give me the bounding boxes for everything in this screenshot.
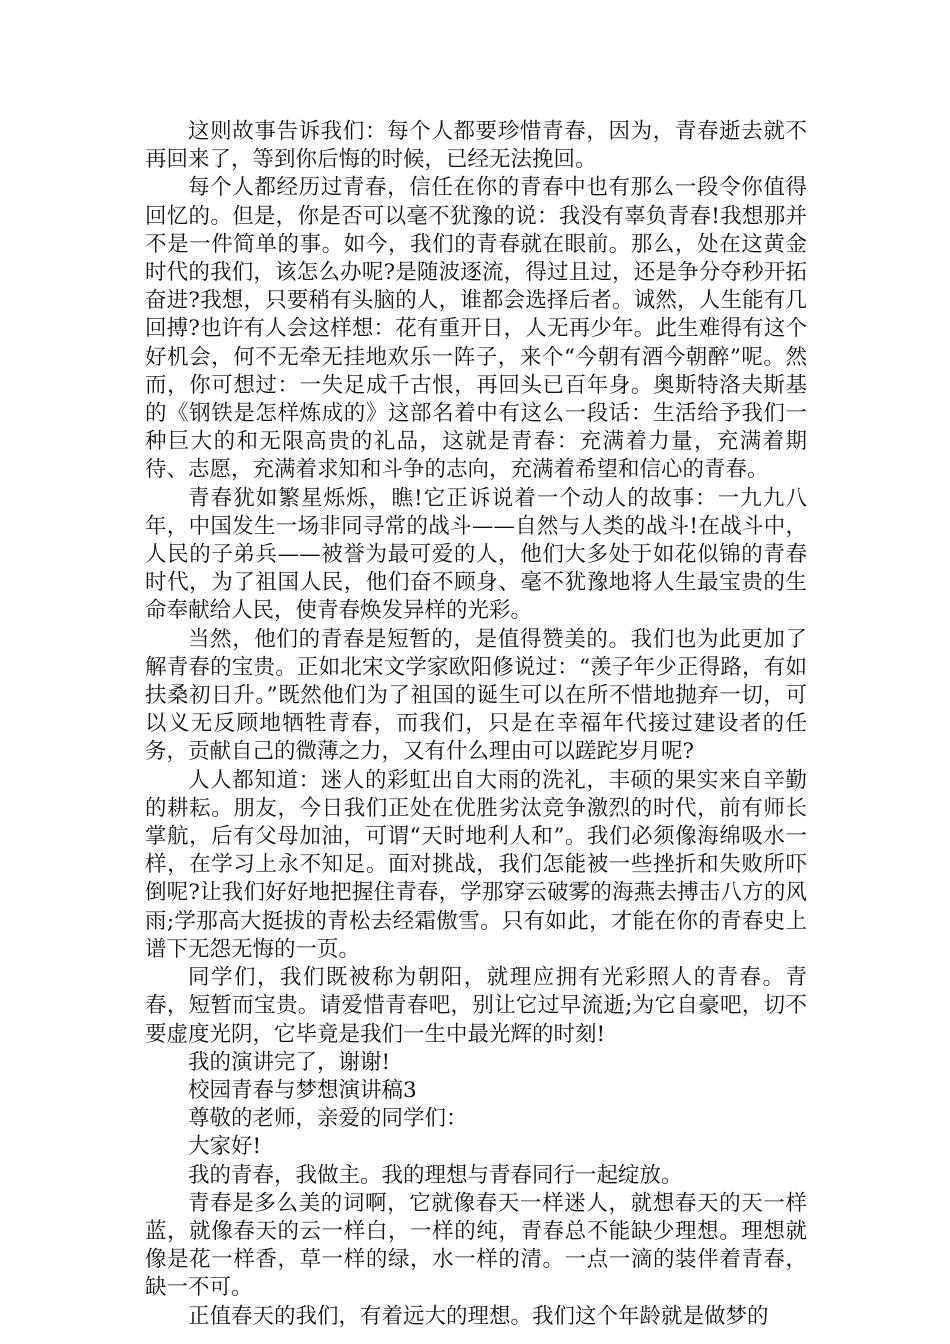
paragraph: 我的青春，我做主。我的理想与青春同行一起绽放。	[188, 1162, 683, 1188]
document-page	[145, 118, 807, 1331]
section-title: 校园青春与梦想演讲稿3	[188, 1077, 417, 1103]
paragraph: 这则故事告诉我们：每个人都要珍惜青春，因为，青春逝去就不再回来了，等到你后悔的时候，已经无法挽回。	[145, 119, 807, 173]
paragraph: 人人都知道：迷人的彩虹出自大雨的洗礼，丰硕的果实来自辛勤的耕耘。朋友，今日我们正处在优胜劣汰竞争激烈的时代，前有师长掌航，后有父母加油，可谓“天时地利人和”。我们必须像海绵吸水一样，在学习上永不知足。面对挑战，我们怎能被一些挫折和失败所吓倒呢?让我们好好地把握住青春，学那穿云破雾的海燕去搏击八方的风雨;学那高大挺拔的青松去经霜傲雪。只有如此，才能在你的青春史上谱下无怨无悔的一页。	[145, 767, 807, 962]
paragraph: 正值春天的我们，有着远大的理想。我们这个年龄就是做梦的	[188, 1303, 769, 1329]
closing-line: 我的演讲完了，谢谢!	[188, 1049, 391, 1075]
paragraph: 当然，他们的青春是短暂的，是值得赞美的。我们也为此更加了解青春的宝贵。正如北宋文学家欧阳修说过：“羡子年少正得路，有如扶桑初日升。”既然他们为了祖国的诞生可以在所不惜地抛弃一切，可以义无反顾地牺牲青春，而我们，只是在幸福年代接过建设者的任务，贡献自己的微薄之力，又有什么理由可以蹉跎岁月呢?	[145, 626, 807, 765]
paragraph: 青春是多么美的词啊，它就像春天一样迷人，就想春天的天一样蓝，就像春天的云一样白，一样的纯，青春总不能缺少理想。理想就像是花一样香，草一样的绿，水一样的清。一点一滴的装伴着青春，缺一不可。	[145, 1190, 807, 1301]
paragraph: 青春犹如繁星烁烁，瞧!它正诉说着一个动人的故事：一九九八年，中国发生一场非同寻常的战斗——自然与人类的战斗!在战斗中，人民的子弟兵——被誉为最可爱的人，他们大多处于如花似锦的青春时代，为了祖国人民，他们奋不顾身、毫不犹豫地将人生最宝贵的生命奉献给人民，使青春焕发异样的光彩。	[145, 485, 807, 624]
paragraph: 每个人都经历过青春，信任在你的青春中也有那么一段令你值得回忆的。但是，你是否可以毫不犹豫的说：我没有辜负青春!我想那并不是一件简单的事。如今，我们的青春就在眼前。那么，处在这黄金时代的我们，该怎么办呢?是随波逐流，得过且过，还是争分夺秒开拓奋进?我想，只要稍有头脑的人，谁都会选择后者。诚然，人生能有几回搏?也许有人会这样想：花有重开日，人无再少年。此生难得有这个好机会，何不无牵无挂地欢乐一阵子，来个“今朝有酒今朝醉”呢。然而，你可想过：一失足成千古恨，再回头已百年身。奥斯特洛夫斯基的《钢铁是怎样炼成的》这部名着中有这么一段话：生活给予我们一种巨大的和无限高贵的礼品，这就是青春：充满着力量，充满着期待、志愿，充满着求知和斗争的志向，充满着希望和信心的青春。	[145, 175, 807, 483]
salutation: 尊敬的老师，亲爱的同学们：	[188, 1106, 468, 1132]
greeting: 大家好!	[188, 1134, 262, 1160]
paragraph: 同学们，我们既被称为朝阳，就理应拥有光彩照人的青春。青春，短暂而宝贵。请爱惜青春吧，别让它过早流逝;为它自豪吧，切不要虚度光阴，它毕竟是我们一生中最光辉的时刻!	[145, 965, 807, 1047]
